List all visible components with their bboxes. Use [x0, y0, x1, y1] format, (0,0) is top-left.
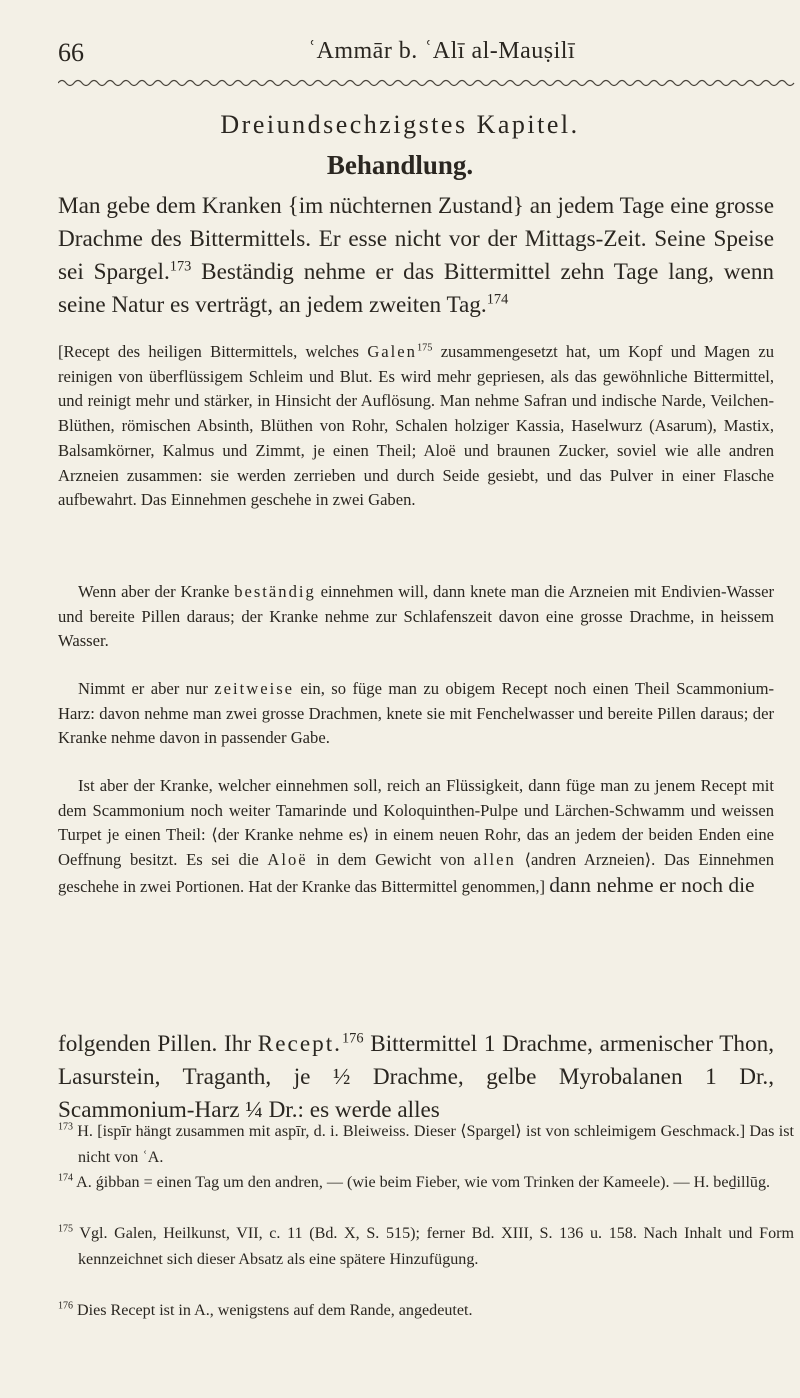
emphasis: Aloë — [267, 850, 308, 870]
text-run: Man gebe dem Kranken {im nüchternen Zustand} an jedem Tage eine grosse Drachme des Bittermittels. Er esse nicht vor der Mittags-Zeit. Seine Speise sei Spargel. — [58, 193, 774, 285]
footnote-text: A. ǵibban = einen Tag um den andren, — (wie beim Fieber, wie vom Trinken der Kameele). — H. beḏillūg. — [72, 1174, 771, 1191]
footnote-176 — [58, 1298, 794, 1324]
chapter-heading: Dreiundsechzigstes Kapitel. — [220, 110, 580, 139]
recipe-paragraph-3 — [58, 677, 774, 751]
footnote-text: Vgl. Galen, Heilkunst, VII, c. 11 (Bd. X, S. 515); ferner Bd. XIII, S. 136 u. 158. Nach Inhalt und Form kennzeichnet sich dieser Absatz als eine spätere Hinzufügung. — [72, 1225, 794, 1268]
text-run: ⟨andren Arzneien⟩. Das Einnehmen geschehe in zwei Portionen. Hat der Kranke das Bittermittel genommen,] — [58, 850, 775, 896]
page-header — [58, 38, 760, 82]
emphasis: beständig — [234, 582, 316, 601]
footnote-number: 174 — [58, 1172, 73, 1184]
running-head: ʿAmmār b. ʿAlī al-Mauṣilī — [308, 38, 576, 64]
page-number: 66 — [58, 38, 84, 67]
text-run: in dem Gewicht von — [307, 850, 474, 870]
text-run: Nimmt er aber nur — [78, 679, 215, 698]
recipe-paragraph-1 — [58, 340, 774, 513]
emphasis: Recept. — [257, 1031, 342, 1057]
text-run: Ist aber der Kranke, welcher einnehmen soll, reich an Flüssigkeit, dann füge man zu jenem Recept mit dem Scammonium noch weiter Tamarinde und Koloquinthen-Pulpe und Lärchen-Schwamm und weissen Turpet je einen Theil: ⟨der Kranke nehme es⟩ in einem neuen Rohr, das an jedem der beiden Enden eine Oeffnung besitzt. Es sei die — [58, 776, 774, 870]
text-run: ein, so füge man zu obigem Recept noch einen Theil Scammonium-Harz: davon nehme man zwei grosse Drachmen, knete sie mit Fenchelwasser und bereite Pillen daraus; der Kranke nehme davon in passender Gabe. — [58, 679, 775, 748]
footnote-text: H. [ispīr hängt zusammen mit aspīr, d. i. Bleiweiss. Dieser ⟨Spargel⟩ ist von schleimigem Geschmack.] Das ist nicht von ʿA. — [72, 1123, 794, 1166]
footnote-ref: 174 — [486, 291, 509, 308]
footnote-ref: 175 — [416, 342, 433, 354]
footnote-173 — [58, 1119, 794, 1170]
footnote-175 — [58, 1221, 794, 1272]
section-title: Behandlung. — [326, 150, 474, 180]
footnote-number: 173 — [58, 1121, 73, 1133]
emphasis: allen — [473, 850, 516, 870]
text-run: folgenden Pillen. Ihr — [58, 1031, 258, 1057]
text-run: [Recept des heiligen Bittermittels, welches — [58, 342, 368, 361]
recipe-paragraph-2 — [58, 580, 774, 654]
footnote-ref: 176 — [341, 1030, 364, 1047]
main-paragraph-2 — [58, 1028, 774, 1127]
text-run-large: dann nehme er noch die — [549, 872, 755, 897]
text-run: einnehmen will, dann knete man die Arzneien mit Endivien-Wasser und bereite Pillen daraus; der Kranke nehme zur Schlafenszeit davon eine grosse Drachme, in heissem Wasser. — [58, 582, 774, 651]
author-name: Galen — [367, 342, 417, 361]
footnote-text: Dies Recept ist in A., wenigstens auf dem Rande, angedeutet. — [72, 1302, 473, 1319]
text-run: Bittermittel 1 Drachme, armenischer Thon, Lasurstein, Traganth, je ½ Drachme, gelbe Myrobalanen 1 Dr., Scammonium-Harz ¼ Dr.: es werde alles — [58, 1031, 774, 1123]
footnote-number: 175 — [58, 1223, 73, 1235]
footnote-number: 176 — [58, 1300, 73, 1312]
wavy-rule-ornament — [58, 78, 798, 88]
text-run: Wenn aber der Kranke — [78, 582, 235, 601]
main-paragraph-1 — [58, 190, 774, 322]
recipe-paragraph-4 — [58, 774, 774, 900]
footnote-ref: 173 — [169, 258, 192, 275]
footnote-174 — [58, 1170, 794, 1196]
text-run: Beständig nehme er das Bittermittel zehn Tage lang, wenn seine Natur es verträgt, an jedem zweiten Tag. — [58, 259, 775, 318]
text-run: zusammengesetzt hat, um Kopf und Magen zu reinigen von überflüssigem Schleim und Blut. Es wird mehr gepriesen, als das gewöhnliche Bittermittel, und reinigt mehr und stärker, in Hinsicht der Auflösung. Man nehme Safran und indische Narde, Veilchen-Blüthen, römischen Absinth, Blüthen von Rohr, Schalen holziger Kassia, Haselwurz (Asarum), Mastix, Balsamkörner, Kalmus und Zimmt, je einen Theil; Aloë und braunen Zucker, soviel wie alle andren Arzneien zusammen: sie werden zerrieben und durch Seide gesiebt, und das Pulver in einer Flasche aufbewahrt. Das Einnehmen geschehe in zwei Gaben. — [58, 342, 774, 510]
emphasis: zeitweise — [214, 679, 295, 698]
